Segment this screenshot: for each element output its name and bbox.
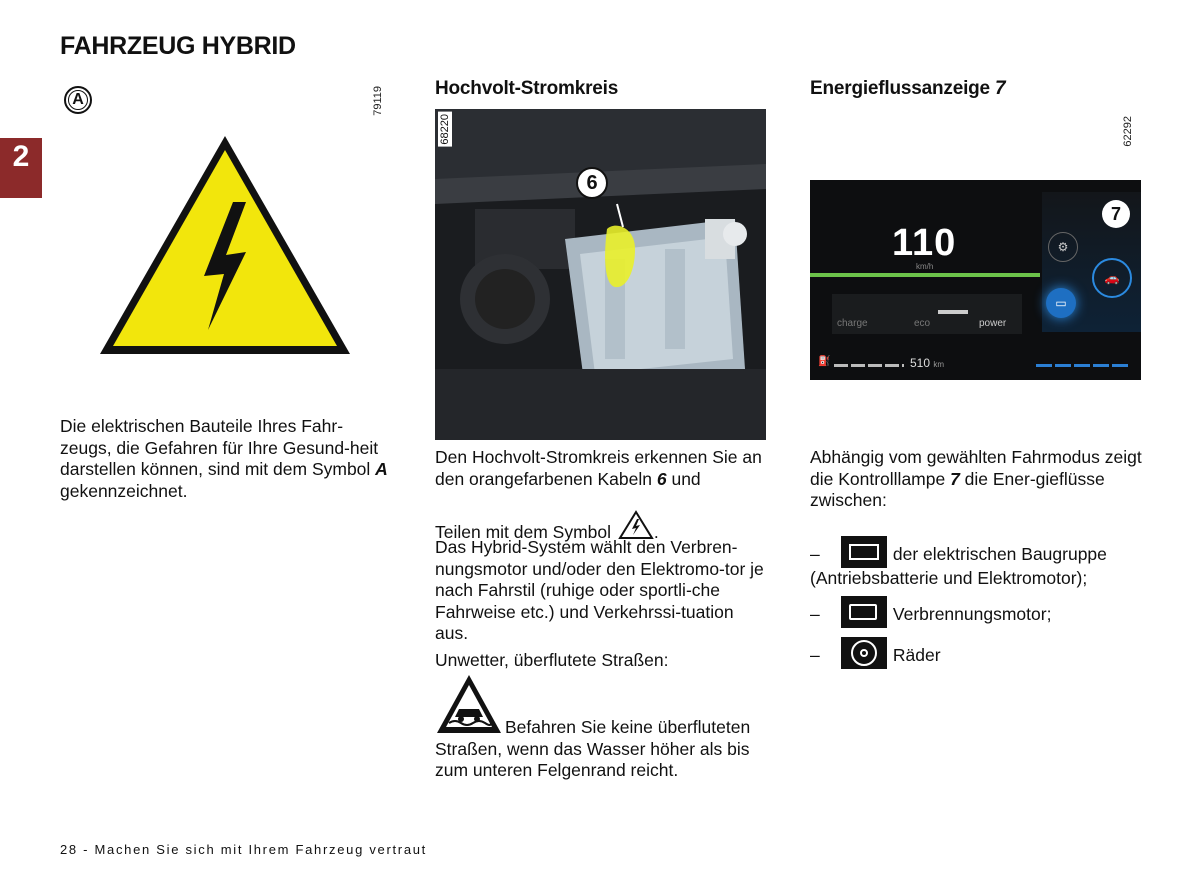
callout-7: 7	[1102, 200, 1130, 228]
image-ref-62292: 62292	[1122, 116, 1134, 147]
battery-icon	[841, 536, 887, 568]
col2-paragraph-1: Den Hochvolt-Stromkreis erkennen Sie an den orangefarbenen Kabeln 6 und	[435, 447, 762, 489]
car-indicator: 🚗	[1092, 258, 1132, 298]
dashboard-display-photo	[810, 180, 1141, 380]
speed-unit: km/h	[916, 262, 934, 271]
high-voltage-icon	[618, 510, 654, 540]
symbol-a-badge: A	[64, 86, 92, 114]
heading-hochvolt: Hochvolt-Stromkreis	[435, 78, 619, 99]
eco-bar	[938, 310, 968, 314]
fuel-icon: ⛽	[818, 356, 831, 367]
mode-eco: eco	[914, 318, 931, 329]
page-footer: 28 - Machen Sie sich mit Ihrem Fahrzeug vertraut	[60, 842, 427, 857]
list-item-wheel: – Räder	[810, 637, 941, 669]
high-voltage-warning-icon	[94, 130, 356, 360]
col2-paragraph-1b: Teilen mit dem Symbol .	[435, 510, 770, 544]
col2-paragraph-3: Unwetter, überflutete Straßen:	[435, 650, 669, 670]
wheel-icon	[841, 637, 887, 669]
green-bar	[810, 273, 1040, 277]
fuel-bar	[834, 364, 904, 367]
heading-energiefluss: Energieflussanzeige 7	[810, 78, 1006, 99]
battery-bar	[1036, 364, 1131, 367]
col2-paragraph-2: Das Hybrid-System wählt den Verbren-nungsmotor und/oder den Elektromo-tor je nach Fahrstil (ruhige oder sportli-che Fahrweise etc.) und Verkehrssi-tuation aus.	[435, 537, 764, 643]
engine-icon	[841, 596, 887, 628]
range-readout: 510 km	[910, 356, 945, 370]
col3-intro: Abhängig vom gewählten Fahrmodus zeigt die Kontrolllampe 7 die Ener-gieflüsse zwischen:	[810, 447, 1142, 510]
engine-bay-photo	[435, 109, 766, 440]
image-ref-68220: 68220	[439, 114, 451, 145]
image-ref: 79119	[372, 86, 384, 116]
col1-paragraph: Die elektrischen Bauteile Ihres Fahr-zeugs, die Gefahren für Ihre Gesund-heit darstellen können, sind mit dem Symbol A gekennzeichnet.	[60, 416, 388, 501]
mode-charge: charge	[837, 318, 868, 329]
list-item-battery: – der elektrischen Baugruppe (Antriebsbatterie und Elektromotor);	[810, 536, 1150, 590]
chapter-tab: 2	[0, 138, 42, 198]
mode-power: power	[979, 318, 1007, 329]
engine-indicator: ⚙	[1048, 232, 1078, 262]
col2-paragraph-4: Befahren Sie keine überfluteten Straßen, wenn das Wasser höher als bis zum unteren Felgenrand reicht.	[435, 717, 751, 780]
callout-6: 6	[576, 167, 608, 199]
list-item-engine: – Verbrennungsmotor;	[810, 596, 1051, 628]
page-title: FAHRZEUG HYBRID	[60, 32, 296, 60]
speed-readout: 110	[892, 222, 957, 264]
battery-indicator: ▭	[1046, 288, 1076, 318]
